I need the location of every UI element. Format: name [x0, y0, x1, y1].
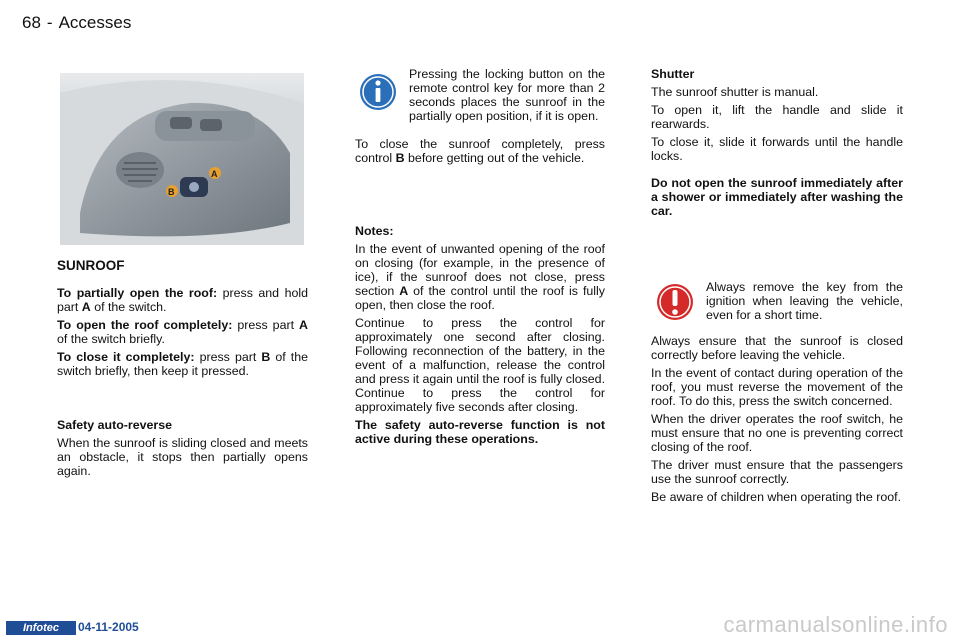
shutter-p1: The sunroof shutter is manual.: [651, 85, 819, 99]
section-heading-sunroof: SUNROOF: [57, 258, 125, 273]
close-instruction: To close it completely: press part B of the switch briefly, then keep it pressed.: [57, 350, 308, 378]
exclamation-icon: [655, 282, 697, 322]
page-number: 68: [22, 13, 41, 32]
shutter-heading: Shutter: [651, 67, 695, 81]
warnings-section: [651, 334, 903, 508]
partial-open-instruction: To partially open the roof: press and hold part A of the switch.: [57, 286, 308, 314]
warn-p6: Be aware of children when operating the roof.: [651, 490, 902, 504]
footer-date: 04-11-2005: [78, 620, 139, 634]
shutter-p3: To close it, slide it forwards until the handle locks.: [651, 135, 903, 163]
notes-warning: The safety auto-reverse function is not active during these operations.: [355, 418, 605, 446]
warn-p4: When the driver operates the roof switch, he must ensure that no one is preventing correct closing of the roof.: [651, 412, 903, 454]
left-column: [57, 286, 308, 382]
photo-label-a: A: [211, 169, 218, 179]
header-separator: -: [46, 13, 53, 32]
page-title: Accesses: [58, 13, 132, 32]
close-before-leaving: To close the sunroof completely, press control B before getting out of the vehicle.: [355, 137, 605, 165]
info-text: Pressing the locking button on the remote control key for more than 2 seconds places the sunroof in the partially open position, if it is open.: [409, 67, 605, 123]
info-icon: [358, 72, 400, 112]
safety-section: [57, 418, 308, 482]
shutter-section: [651, 67, 903, 167]
warn-p3: In the event of contact during operation of the roof, you must reverse the movement of the roof. To do this, press the switch concerned.: [651, 366, 903, 408]
safety-text: When the sunroof is sliding closed and meets an obstacle, it stops then partially opens again.: [57, 436, 308, 478]
infotec-logo: Infotec: [6, 621, 76, 635]
safety-heading: Safety auto-reverse: [57, 418, 173, 432]
notes-section: [355, 224, 605, 450]
watermark: carmanualsonline.info: [723, 612, 948, 637]
shutter-p2: To open it, lift the handle and slide it rearwards.: [651, 103, 903, 131]
page-header: [22, 13, 137, 33]
notes-p2: Continue to press the control for approximately one second after closing. Following reconnection of the battery, in the event of a malfunction, release the control and press it again until the roof is fully closed. Continue to press the control for approximately five seconds after closing.: [355, 316, 606, 414]
warn-text: Always remove the key from the ignition when leaving the vehicle, even for a short time.: [706, 280, 903, 322]
notes-heading: Notes:: [355, 224, 394, 238]
full-open-instruction: To open the roof completely: press part A of the switch briefly.: [57, 318, 308, 346]
notes-p1: In the event of unwanted opening of the roof on closing (for example, in the presence of ice), if the sunroof does not close, press section A of the control until the roof is fully open, then close the roof.: [355, 242, 606, 312]
sunroof-switch-photo: [60, 73, 304, 245]
warn-p5: The driver must ensure that the passengers use the sunroof correctly.: [651, 458, 903, 486]
photo-label-b: B: [168, 187, 175, 197]
warn-p2: Always ensure that the sunroof is closed correctly before leaving the vehicle.: [651, 334, 903, 362]
shutter-warning: Do not open the sunroof immediately after a shower or immediately after washing the car.: [651, 176, 903, 218]
